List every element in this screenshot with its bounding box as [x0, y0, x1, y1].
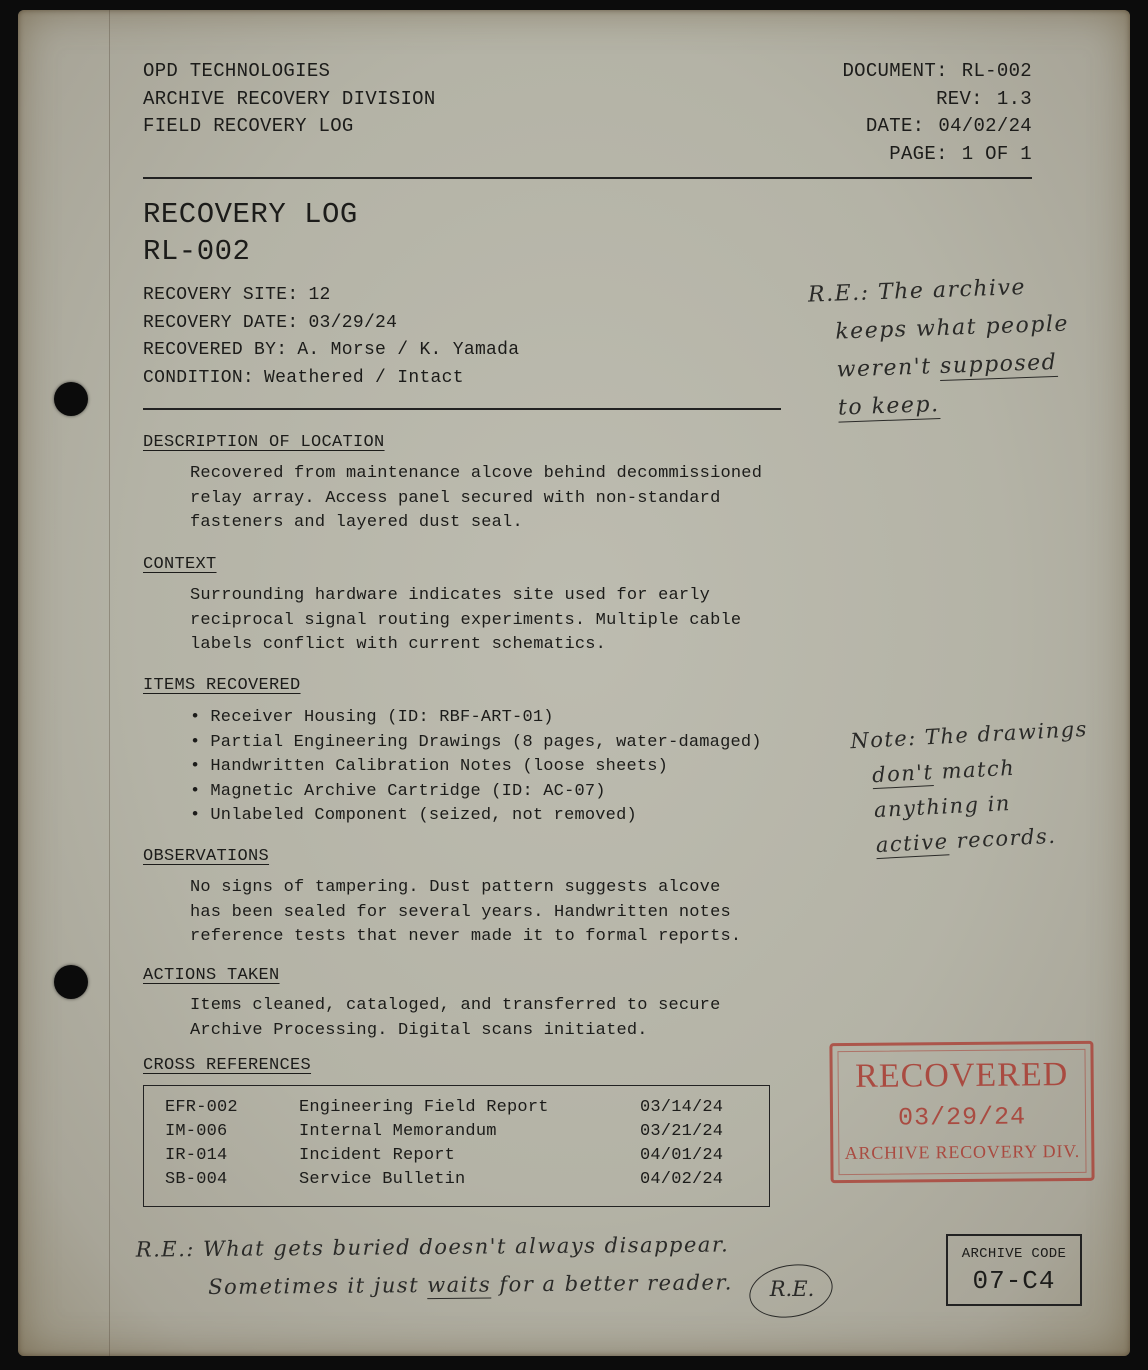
note-text: Sometimes it just — [208, 1273, 428, 1299]
handwritten-note-drawings — [849, 712, 1094, 864]
page-title — [143, 196, 358, 270]
text-line: labels conflict with current schematics. — [190, 635, 607, 654]
recovered-stamp — [829, 1041, 1094, 1183]
signature-text: R.E. — [769, 1277, 815, 1301]
field-label: CONDITION: — [143, 367, 255, 388]
text-line: fasteners and layered dust seal. — [190, 513, 523, 532]
text-line: No signs of tampering. Dust pattern suggests alcove — [190, 878, 721, 897]
field-label: RECOVERED BY: — [143, 340, 288, 360]
text-line: Archive Processing. Digital scans initiated. — [190, 1020, 648, 1040]
text-line: Recovered from maintenance alcove behind decommissioned — [190, 464, 763, 483]
recovery-fields — [143, 282, 519, 392]
field-date — [143, 310, 519, 338]
field-value: 12 — [308, 285, 331, 305]
xref-date: 03/21/24 — [640, 1122, 724, 1141]
company-name: OPD TECHNOLOGIES — [143, 60, 331, 82]
text-line: reciprocal signal routing experiments. Multiple cable — [190, 610, 742, 630]
text-line: reference tests that never made it to formal reports. — [190, 927, 742, 946]
note-line: Note: The drawings — [849, 716, 1089, 754]
xref-table — [143, 1085, 770, 1207]
field-recovered-by — [143, 337, 519, 365]
note-text: records. — [947, 823, 1057, 854]
handwritten-note-archive — [807, 268, 1072, 429]
date-row — [842, 113, 1032, 141]
title-line1: RECOVERY LOG — [143, 198, 358, 231]
xref-date: 04/01/24 — [640, 1146, 724, 1165]
section-heading-context: CONTEXT — [143, 555, 217, 574]
xref-name: Incident Report — [299, 1146, 456, 1165]
handwritten-footer-note — [136, 1225, 733, 1306]
note-underlined-text: active — [875, 829, 950, 858]
xref-date: 04/02/24 — [640, 1170, 724, 1189]
document-sheet — [18, 10, 1130, 1356]
note-line — [136, 1263, 733, 1306]
section-heading-actions: ACTIONS TAKEN — [143, 966, 280, 985]
actions-text — [190, 994, 721, 1043]
section-heading-items: ITEMS RECOVERED — [143, 676, 301, 695]
doc-type: FIELD RECOVERY LOG — [143, 115, 354, 137]
note-text: match — [932, 755, 1016, 784]
field-value: Weathered / Intact — [264, 367, 464, 388]
division-name: ARCHIVE RECOVERY DIVISION — [143, 87, 436, 110]
fields-divider — [143, 408, 781, 410]
note-text: weren't — [836, 354, 941, 383]
items-list — [190, 706, 762, 829]
field-value: A. Morse / K. Yamada — [297, 340, 520, 360]
observations-text — [190, 876, 741, 950]
margin-line — [109, 10, 110, 1356]
text-line: Items cleaned, cataloged, and transferred to secure — [190, 996, 721, 1015]
archive-code-value: 07-C4 — [972, 1266, 1056, 1296]
note-underlined-text: supposed — [939, 349, 1058, 379]
page-label: PAGE: — [889, 142, 948, 165]
section-heading-xref: CROSS REFERENCES — [143, 1056, 312, 1075]
field-label: RECOVERY SITE: — [143, 285, 299, 305]
stamp-division: ARCHIVE RECOVERY DIV. — [844, 1140, 1081, 1164]
note-line: anything in — [873, 790, 1012, 823]
document-label: DOCUMENT: — [842, 60, 948, 82]
list-item: • Receiver Housing (ID: RBF-ART-01) — [190, 706, 762, 731]
text-line: Surrounding hardware indicates site used for early — [190, 586, 711, 605]
note-text: for a better reader. — [491, 1270, 733, 1297]
context-text — [190, 584, 741, 658]
title-line2: RL-002 — [143, 235, 251, 268]
page-value: 1 OF 1 — [961, 142, 1032, 165]
note-line — [811, 381, 1072, 428]
list-item: • Magnetic Archive Cartridge (ID: AC-07) — [190, 780, 762, 805]
text-line: relay array. Access panel secured with non-standard — [190, 488, 721, 508]
xref-name: Service Bulletin — [299, 1170, 466, 1189]
xref-name: Internal Memorandum — [299, 1122, 497, 1141]
document-row — [842, 58, 1032, 86]
location-text — [190, 462, 762, 536]
xref-id: IM-006 — [165, 1122, 228, 1141]
xref-id: SB-004 — [165, 1170, 228, 1189]
signature-initials — [749, 1265, 835, 1319]
note-underlined-text: don't — [871, 760, 935, 788]
list-item: • Partial Engineering Drawings (8 pages, water-damaged) — [190, 731, 762, 756]
note-line: R.E.: What gets buried doesn't always disappear. — [135, 1232, 730, 1262]
note-underlined-text: waits — [427, 1272, 492, 1298]
page-row — [842, 141, 1032, 169]
document-value: RL-002 — [961, 60, 1032, 82]
xref-id: EFR-002 — [165, 1098, 238, 1117]
xref-date: 03/14/24 — [640, 1098, 724, 1117]
field-site — [143, 282, 519, 310]
stamp-word: RECOVERED — [855, 1056, 1069, 1095]
header-meta — [842, 58, 1032, 168]
note-line: keeps what people — [834, 311, 1070, 345]
stamp-date: 03/29/24 — [897, 1102, 1027, 1133]
header-divider — [143, 177, 1032, 179]
header-org — [143, 58, 436, 141]
date-value: 04/02/24 — [938, 115, 1032, 137]
xref-id: IR-014 — [165, 1146, 228, 1165]
section-heading-location: DESCRIPTION OF LOCATION — [143, 433, 385, 452]
date-label: DATE: — [865, 115, 925, 137]
list-item: • Unlabeled Component (seized, not removed) — [190, 804, 762, 829]
punch-hole — [54, 382, 88, 416]
rev-value: 1.3 — [996, 87, 1032, 110]
rev-row — [842, 86, 1032, 114]
xref-name: Engineering Field Report — [299, 1098, 549, 1117]
field-value: 03/29/24 — [308, 312, 398, 333]
note-line: R.E.: The archive — [807, 274, 1027, 308]
archive-code-box — [946, 1234, 1082, 1306]
section-heading-observations: OBSERVATIONS — [143, 847, 270, 866]
field-label: RECOVERY DATE: — [143, 312, 299, 333]
field-condition — [143, 365, 519, 393]
archive-code-label: ARCHIVE CODE — [961, 1246, 1067, 1262]
rev-label: REV: — [936, 87, 983, 110]
note-underlined-text: to keep. — [837, 392, 940, 421]
list-item: • Handwritten Calibration Notes (loose sheets) — [190, 755, 762, 780]
text-line: has been sealed for several years. Handwritten notes — [190, 902, 731, 922]
punch-hole — [54, 965, 88, 999]
